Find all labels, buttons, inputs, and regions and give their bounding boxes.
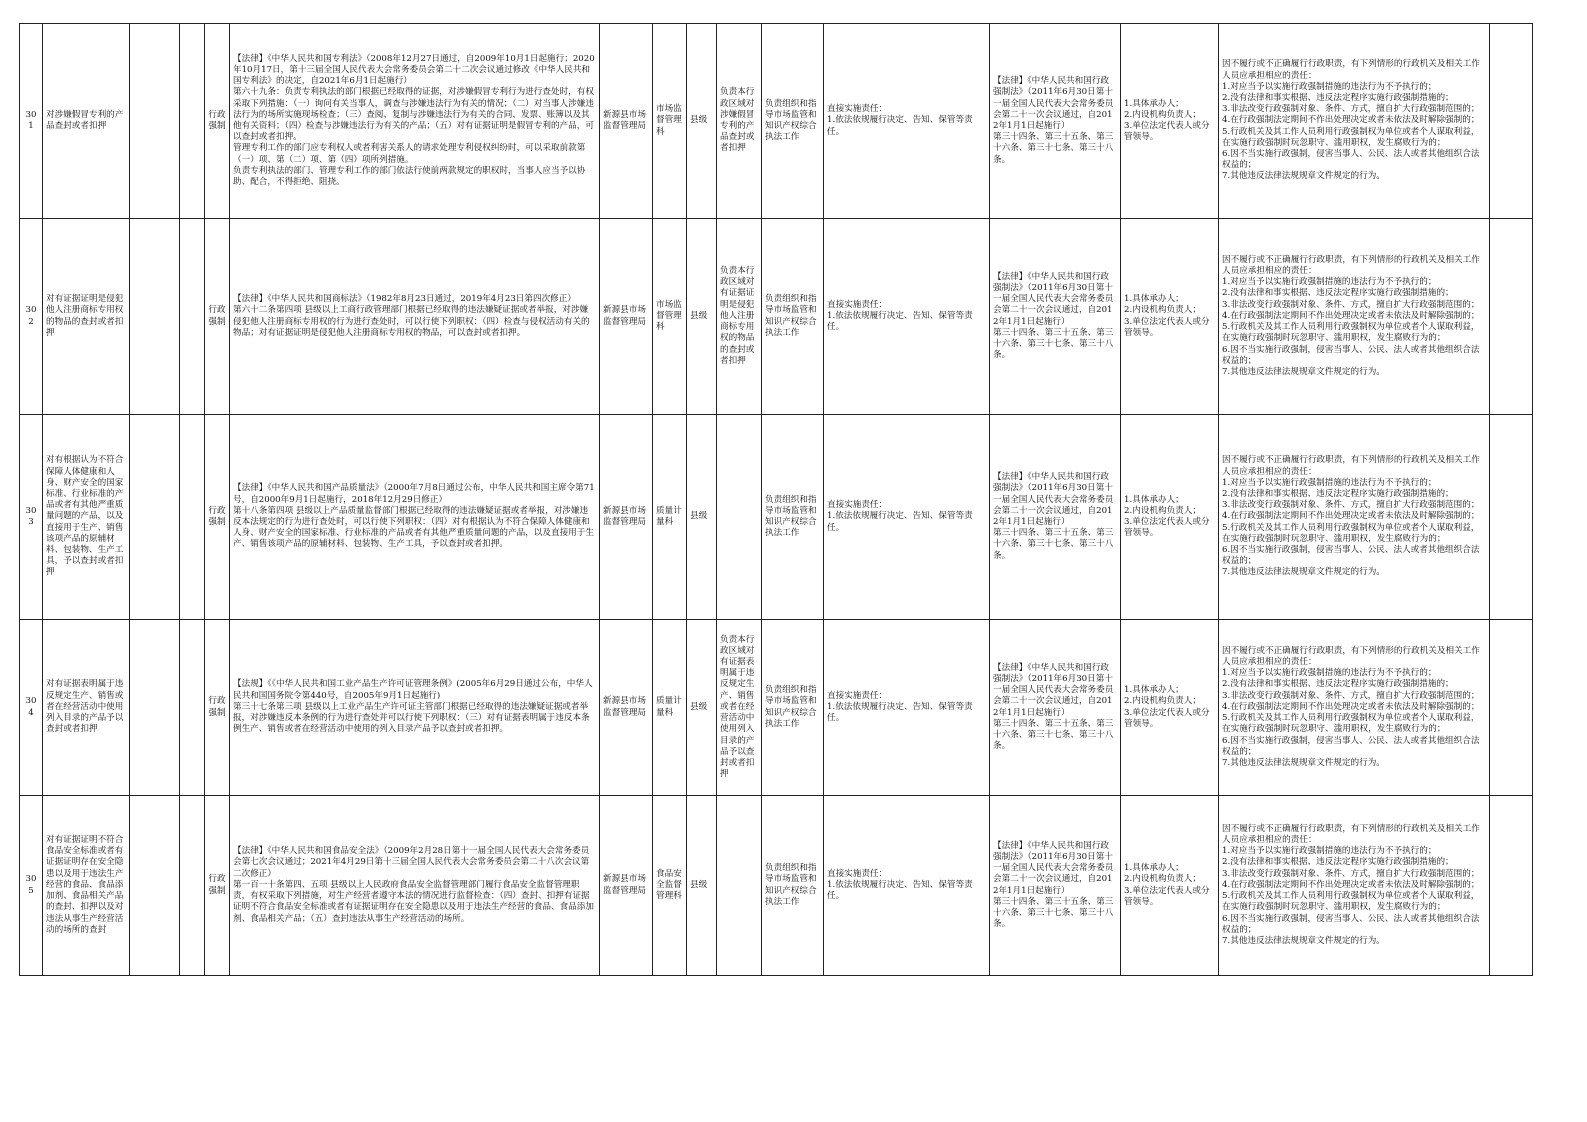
responsibility-scope: 负责本行政区域对有证据表明属于违反规定生产、销售或者在经营活动中使用列入目录的产品予以查封或者扣押 — [717, 620, 762, 796]
power-list-table — [19, 23, 1533, 976]
power-type: 行政强制 — [205, 796, 230, 976]
accountability-cases: 因不履行或不正确履行行政职责，有下列情形的行政机关及相关工作人员应承担相应的责任： 1.对应当予以实施行政强制措施的违法行为不予执行的； 2.没有法律和事实根据、违反法定程序实施行政强制措施的； 3.非法改变行政强制对象、条件、方式，擅自扩大行政强制范围的； 4.在行政强制法定期间不作出处理决定或者未依法及时解除强制的； 5.行政机关及其工作人员利用行政强制权为单位或者个人谋取利益，在实施行政强制时玩忽职守、滥用职权，发生腐败行为的； 6.因不当实施行政强制，侵害当事人、公民、法人或者其他组织合法权益的； 7.其他违反法律法规规章文件规定的行为。 — [1219, 796, 1490, 976]
legal-basis: 【法律】《中华人民共和国商标法》（1982年8月23日通过，2019年4月23日第四次修正） 第六十二条第四项 县级以上工商行政管理部门根据已经取得的违法嫌疑证据或者举报，对涉嫌侵犯他人注册商标专用权的行为进行查处时，可以行使下列职权：（四）检查与侵权活动有关的物品；对有证据证明是侵犯他人注册商标专用权的物品，可以查封或者扣押。 — [230, 219, 600, 415]
exercise-level: 县级 — [687, 24, 717, 219]
table-row — [20, 219, 1533, 415]
responsible-persons: 1.具体承办人； 2.内设机构负责人； 3.单位法定代表人或分管领导。 — [1121, 796, 1219, 976]
responsible-department: 质量计量科 — [653, 415, 687, 620]
power-type: 行政强制 — [205, 620, 230, 796]
sub-item — [130, 219, 180, 415]
department-duty: 负责组织和指导市场监管和知识产权综合执法工作 — [762, 796, 824, 976]
remarks — [1490, 219, 1533, 415]
item-name: 对有证据证明是侵犯他人注册商标专用权的物品的查封或者扣押 — [43, 219, 130, 415]
responsibility-basis: 【法律】《中华人民共和国行政强制法》（2011年6月30日第十一届全国人民代表大会常务委员会第二十一次会议通过，自2012年1月1日起施行） 第三十四条、第三十五条、第三十六条、第三十七条、第三十八条。 — [990, 415, 1121, 620]
responsible-department: 质量计量科 — [653, 620, 687, 796]
department-duty: 负责组织和指导市场监管和知识产权综合执法工作 — [762, 620, 824, 796]
power-type: 行政强制 — [205, 415, 230, 620]
item-name: 对有根据认为不符合保障人体健康和人身、财产安全的国家标准、行业标准的产品或者有其他严重质量问题的产品，以及直接用于生产、销售该项产品的原辅材料、包装物、生产工具，予以查封或者扣押 — [43, 415, 130, 620]
department-duty: 负责组织和指导市场监管和知识产权综合执法工作 — [762, 219, 824, 415]
department-duty: 负责组织和指导市场监管和知识产权综合执法工作 — [762, 415, 824, 620]
table-row — [20, 415, 1533, 620]
table-row — [20, 620, 1533, 796]
item-name: 对有证据证明不符合食品安全标准或者有证据证明存在安全隐患以及用于违法生产经营的食品、食品添加剂、食品相关产品的查封、扣押以及对违法从事生产经营活动的场所的查封 — [43, 796, 130, 976]
implementation-responsibility: 直接实施责任： 1.依法依规履行决定、告知、保管等责任。 — [824, 219, 990, 415]
responsibility-scope: 负责本行政区域对涉嫌假冒专利的产品查封或者扣押 — [717, 24, 762, 219]
power-type: 行政强制 — [205, 219, 230, 415]
accountability-cases: 因不履行或不正确履行行政职责，有下列情形的行政机关及相关工作人员应承担相应的责任： 1.对应当予以实施行政强制措施的违法行为不予执行的； 2.没有法律和事实根据、违反法定程序实施行政强制措施的； 3.非法改变行政强制对象、条件、方式，擅自扩大行政强制范围的； 4.在行政强制法定期间不作出处理决定或者未依法及时解除强制的； 5.行政机关及其工作人员利用行政强制权为单位或者个人谋取利益，在实施行政强制时玩忽职守、滥用职权，发生腐败行为的； 6.因不当实施行政强制，侵害当事人、公民、法人或者其他组织合法权益的； 7.其他违反法律法规规章文件规定的行为。 — [1219, 620, 1490, 796]
responsibility-scope — [717, 415, 762, 620]
extra-cell — [180, 796, 205, 976]
item-number: 301 — [20, 24, 43, 219]
responsible-department: 市场监督管理科 — [653, 24, 687, 219]
implementation-responsibility: 直接实施责任： 1.依法依规履行决定、告知、保管等责任。 — [824, 620, 990, 796]
exercise-level: 县级 — [687, 219, 717, 415]
remarks — [1490, 415, 1533, 620]
accountability-cases: 因不履行或不正确履行行政职责，有下列情形的行政机关及相关工作人员应承担相应的责任： 1.对应当予以实施行政强制措施的违法行为不予执行的； 2.没有法律和事实根据、违反法定程序实施行政强制措施的； 3.非法改变行政强制对象、条件、方式，擅自扩大行政强制范围的； 4.在行政强制法定期间不作出处理决定或者未依法及时解除强制的； 5.行政机关及其工作人员利用行政强制权为单位或者个人谋取利益，在实施行政强制时玩忽职守、滥用职权，发生腐败行为的； 6.因不当实施行政强制，侵害当事人、公民、法人或者其他组织合法权益的； 7.其他违反法律法规规章文件规定的行为。 — [1219, 415, 1490, 620]
exercise-level: 县级 — [687, 796, 717, 976]
legal-basis: 【法律】《中华人民共和国食品安全法》（2009年2月28日第十一届全国人民代表大会常务委员会第七次会议通过；2021年4月29日第十三届全国人民代表大会常务委员会第二十八次会议第二次修正） 第一百一十条第四、五项 县级以上人民政府食品安全监督管理部门履行食品安全监督管理职责，有权采取下列措施，对生产经营者遵守本法的情况进行监督检查：（四）查封、扣押有证据证明不符合食品安全标准或者有证据证明存在安全隐患以及用于违法生产经营的食品、食品添加剂、食品相关产品；（五）查封违法从事生产经营活动的场所。 — [230, 796, 600, 976]
accountability-cases: 因不履行或不正确履行行政职责，有下列情形的行政机关及相关工作人员应承担相应的责任： 1.对应当予以实施行政强制措施的违法行为不予执行的； 2.没有法律和事实根据、违反法定程序实施行政强制措施的； 3.非法改变行政强制对象、条件、方式，擅自扩大行政强制范围的； 4.在行政强制法定期间不作出处理决定或者未依法及时解除强制的； 5.行政机关及其工作人员利用行政强制权为单位或者个人谋取利益，在实施行政强制时玩忽职守、滥用职权，发生腐败行为的； 6.因不当实施行政强制，侵害当事人、公民、法人或者其他组织合法权益的； 7.其他违反法律法规规章文件规定的行为。 — [1219, 219, 1490, 415]
implementing-body: 新源县市场监督管理局 — [600, 415, 653, 620]
extra-cell — [180, 620, 205, 796]
responsibility-basis: 【法律】《中华人民共和国行政强制法》（2011年6月30日第十一届全国人民代表大会常务委员会第二十一次会议通过，自2012年1月1日起施行） 第三十四条、第三十五条、第三十六条、第三十七条、第三十八条。 — [990, 796, 1121, 976]
sub-item — [130, 415, 180, 620]
remarks — [1490, 24, 1533, 219]
implementation-responsibility: 直接实施责任： 1.依法依规履行决定、告知、保管等责任。 — [824, 796, 990, 976]
implementing-body: 新源县市场监督管理局 — [600, 796, 653, 976]
responsible-persons: 1.具体承办人； 2.内设机构负责人； 3.单位法定代表人或分管领导。 — [1121, 24, 1219, 219]
responsible-department: 市场监督管理科 — [653, 219, 687, 415]
sub-item — [130, 796, 180, 976]
item-name: 对有证据表明属于违反规定生产、销售或者在经营活动中使用列入目录的产品予以查封或者扣押 — [43, 620, 130, 796]
extra-cell — [180, 219, 205, 415]
responsibility-basis: 【法律】《中华人民共和国行政强制法》（2011年6月30日第十一届全国人民代表大会常务委员会第二十一次会议通过，自2012年1月1日起施行） 第三十四条、第三十五条、第三十六条、第三十七条、第三十八条。 — [990, 219, 1121, 415]
responsibility-scope — [717, 796, 762, 976]
item-number: 305 — [20, 796, 43, 976]
implementing-body: 新源县市场监督管理局 — [600, 24, 653, 219]
implementing-body: 新源县市场监督管理局 — [600, 219, 653, 415]
legal-basis: 【法律】《中华人民共和国专利法》（2008年12月27日通过，自2009年10月1日起施行；2020年10月17日，第十三届全国人民代表大会常务委员会第二十二次会议通过修改《中华人民共和国专利法》的决定，自2021年6月1日起施行） 第六十九条：负责专利执法的部门根据已经取得的证据，对涉嫌假冒专利行为进行查处时，有权采取下列措施：（一）询问有关当事人，调查与涉嫌违法行为有关的情况；（二）对当事人涉嫌违法行为的场所实施现场检查；（三）查阅、复制与涉嫌违法行为有关的合同、发票、账簿以及其他有关资料；（四）检查与涉嫌违法行为有关的产品；（五）对有证据证明是假冒专利的产品，可以查封或者扣押。 管理专利工作的部门应专利权人或者利害关系人的请求处理专利侵权纠纷时，可以采取前款第（一）项、第（二）项、第（四）项所列措施。 负责专利执法的部门、管理专利工作的部门依法行使前两款规定的职权时，当事人应当予以协助、配合，不得拒绝、阻挠。 — [230, 24, 600, 219]
power-type: 行政强制 — [205, 24, 230, 219]
table-row — [20, 796, 1533, 976]
legal-basis: 【法律】《中华人民共和国产品质量法》（2000年7月8日通过公布，中华人民共和国主席令第71号，自2000年9月1日起施行，2018年12月29日修正） 第十八条第四项 县级以上产品质量监督部门根据已经取得的违法嫌疑证据或者举报，对涉嫌违反本法规定的行为进行查处时，可以行使下列职权：（四）对有根据认为不符合保障人体健康和人身、财产安全的国家标准、行业标准的产品或者有其他严重质量问题的产品，以及直接用于生产、销售该项产品的原辅材料、包装物、生产工具，予以查封或者扣押。 — [230, 415, 600, 620]
responsibility-basis: 【法律】《中华人民共和国行政强制法》（2011年6月30日第十一届全国人民代表大会常务委员会第二十一次会议通过，自2012年1月1日起施行） 第三十四条、第三十五条、第三十六条、第三十七条、第三十八条。 — [990, 24, 1121, 219]
department-duty: 负责组织和指导市场监管和知识产权综合执法工作 — [762, 24, 824, 219]
remarks — [1490, 796, 1533, 976]
accountability-cases: 因不履行或不正确履行行政职责，有下列情形的行政机关及相关工作人员应承担相应的责任： 1.对应当予以实施行政强制措施的违法行为不予执行的； 2.没有法律和事实根据、违反法定程序实施行政强制措施的； 3.非法改变行政强制对象、条件、方式，擅自扩大行政强制范围的； 4.在行政强制法定期间不作出处理决定或者未依法及时解除强制的； 5.行政机关及其工作人员利用行政强制权为单位或者个人谋取利益，在实施行政强制时玩忽职守、滥用职权，发生腐败行为的； 6.因不当实施行政强制，侵害当事人、公民、法人或者其他组织合法权益的； 7.其他违反法律法规规章文件规定的行为。 — [1219, 24, 1490, 219]
exercise-level: 县级 — [687, 415, 717, 620]
legal-basis: 【法规】《《中华人民共和国工业产品生产许可证管理条例》(2005年6月29日通过公布，中华人民共和国国务院令第440号，自2005年9月1日起施行) 第三十七条第三项 县级以上工业产品生产许可证主管部门根据已经取得的违法嫌疑证据或者举报，对涉嫌违反本条例的行为进行查处并可以行使下列职权：（三）对有证据表明属于违反本条例生产、销售或者在经营活动中使用的列入目录产品予以查封或者扣押。 — [230, 620, 600, 796]
implementing-body: 新源县市场监督管理局 — [600, 620, 653, 796]
remarks — [1490, 620, 1533, 796]
sub-item — [130, 620, 180, 796]
item-number: 304 — [20, 620, 43, 796]
responsibility-basis: 【法律】《中华人民共和国行政强制法》（2011年6月30日第十一届全国人民代表大会常务委员会第二十一次会议通过，自2012年1月1日起施行） 第三十四条、第三十五条、第三十六条、第三十七条、第三十八条。 — [990, 620, 1121, 796]
responsible-persons: 1.具体承办人； 2.内设机构负责人； 3.单位法定代表人或分管领导。 — [1121, 620, 1219, 796]
responsible-persons: 1.具体承办人； 2.内设机构负责人； 3.单位法定代表人或分管领导。 — [1121, 415, 1219, 620]
item-name: 对涉嫌假冒专利的产品查封或者扣押 — [43, 24, 130, 219]
item-number: 303 — [20, 415, 43, 620]
extra-cell — [180, 415, 205, 620]
table-row — [20, 24, 1533, 219]
responsible-persons: 1.具体承办人； 2.内设机构负责人； 3.单位法定代表人或分管领导。 — [1121, 219, 1219, 415]
implementation-responsibility: 直接实施责任： 1.依法依规履行决定、告知、保管等责任。 — [824, 415, 990, 620]
responsibility-scope: 负责本行政区域对有证据证明是侵犯他人注册商标专用权的物品的查封或者扣押 — [717, 219, 762, 415]
sub-item — [130, 24, 180, 219]
extra-cell — [180, 24, 205, 219]
exercise-level: 县级 — [687, 620, 717, 796]
responsible-department: 食品安全监督管理科 — [653, 796, 687, 976]
implementation-responsibility: 直接实施责任： 1.依法依规履行决定、告知、保管等责任。 — [824, 24, 990, 219]
item-number: 302 — [20, 219, 43, 415]
